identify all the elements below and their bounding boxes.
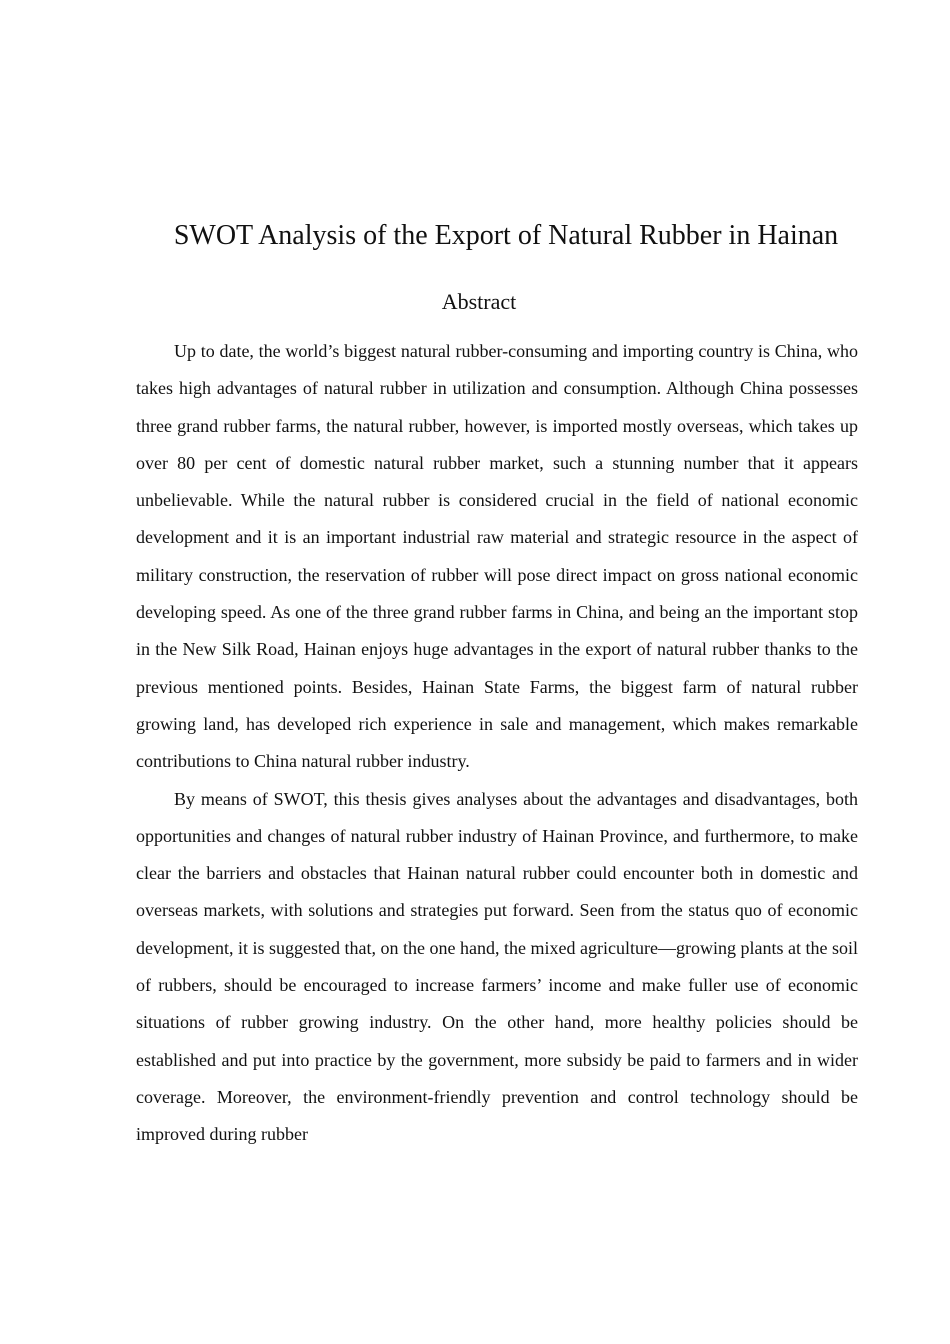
abstract-heading: Abstract <box>441 289 517 314</box>
abstract-paragraph-1: Up to date, the world’s biggest natural rubber-consuming and importing country is China, who takes high advantages of natural rubber in utilization and consumption. Although China possesses three grand rubber farms, the natural rubber, however, is imported mostly overseas, which takes up over 80 per cent of domestic natural rubber market, such a stunning number that it appears unbelievable. While the natural rubber is considered crucial in the field of national economic development and it is an important industrial raw material and strategic resource in the aspect of military construction, the reservation of rubber will pose direct impact on gross national economic developing speed. As one of the three grand rubber farms in China, and being an the important stop in the New Silk Road, Hainan enjoys huge advantages in the export of natural rubber thanks to the previous mentioned points. Besides, Hainan State Farms, the biggest farm of natural rubber growing land, has developed rich experience in sale and management, which makes remarkable contributions to China natural rubber industry. <box>136 341 858 772</box>
abstract-paragraph-2: By means of SWOT, this thesis gives analyses about the advantages and disadvantages, both opportunities and changes of natural rubber industry of Hainan Province, and furthermore, to make clear the barriers and obstacles that Hainan natural rubber could encounter both in domestic and overseas markets, with solutions and strategies put forward. Seen from the status quo of economic development, it is suggested that, on the one hand, the mixed agriculture—growing plants at the soil of rubbers, should be encouraged to increase farmers’ income and make fuller use of economic situations of rubber growing industry. On the other hand, more healthy policies should be established and put into practice by the government, more subsidy be paid to farmers and in wider coverage. Moreover, the environment-friendly prevention and control technology should be improved during rubber <box>136 788 858 1145</box>
abstract-body <box>136 333 858 1205</box>
document-title: SWOT Analysis of the Export of Natural Rubber in Hainan <box>173 220 839 251</box>
